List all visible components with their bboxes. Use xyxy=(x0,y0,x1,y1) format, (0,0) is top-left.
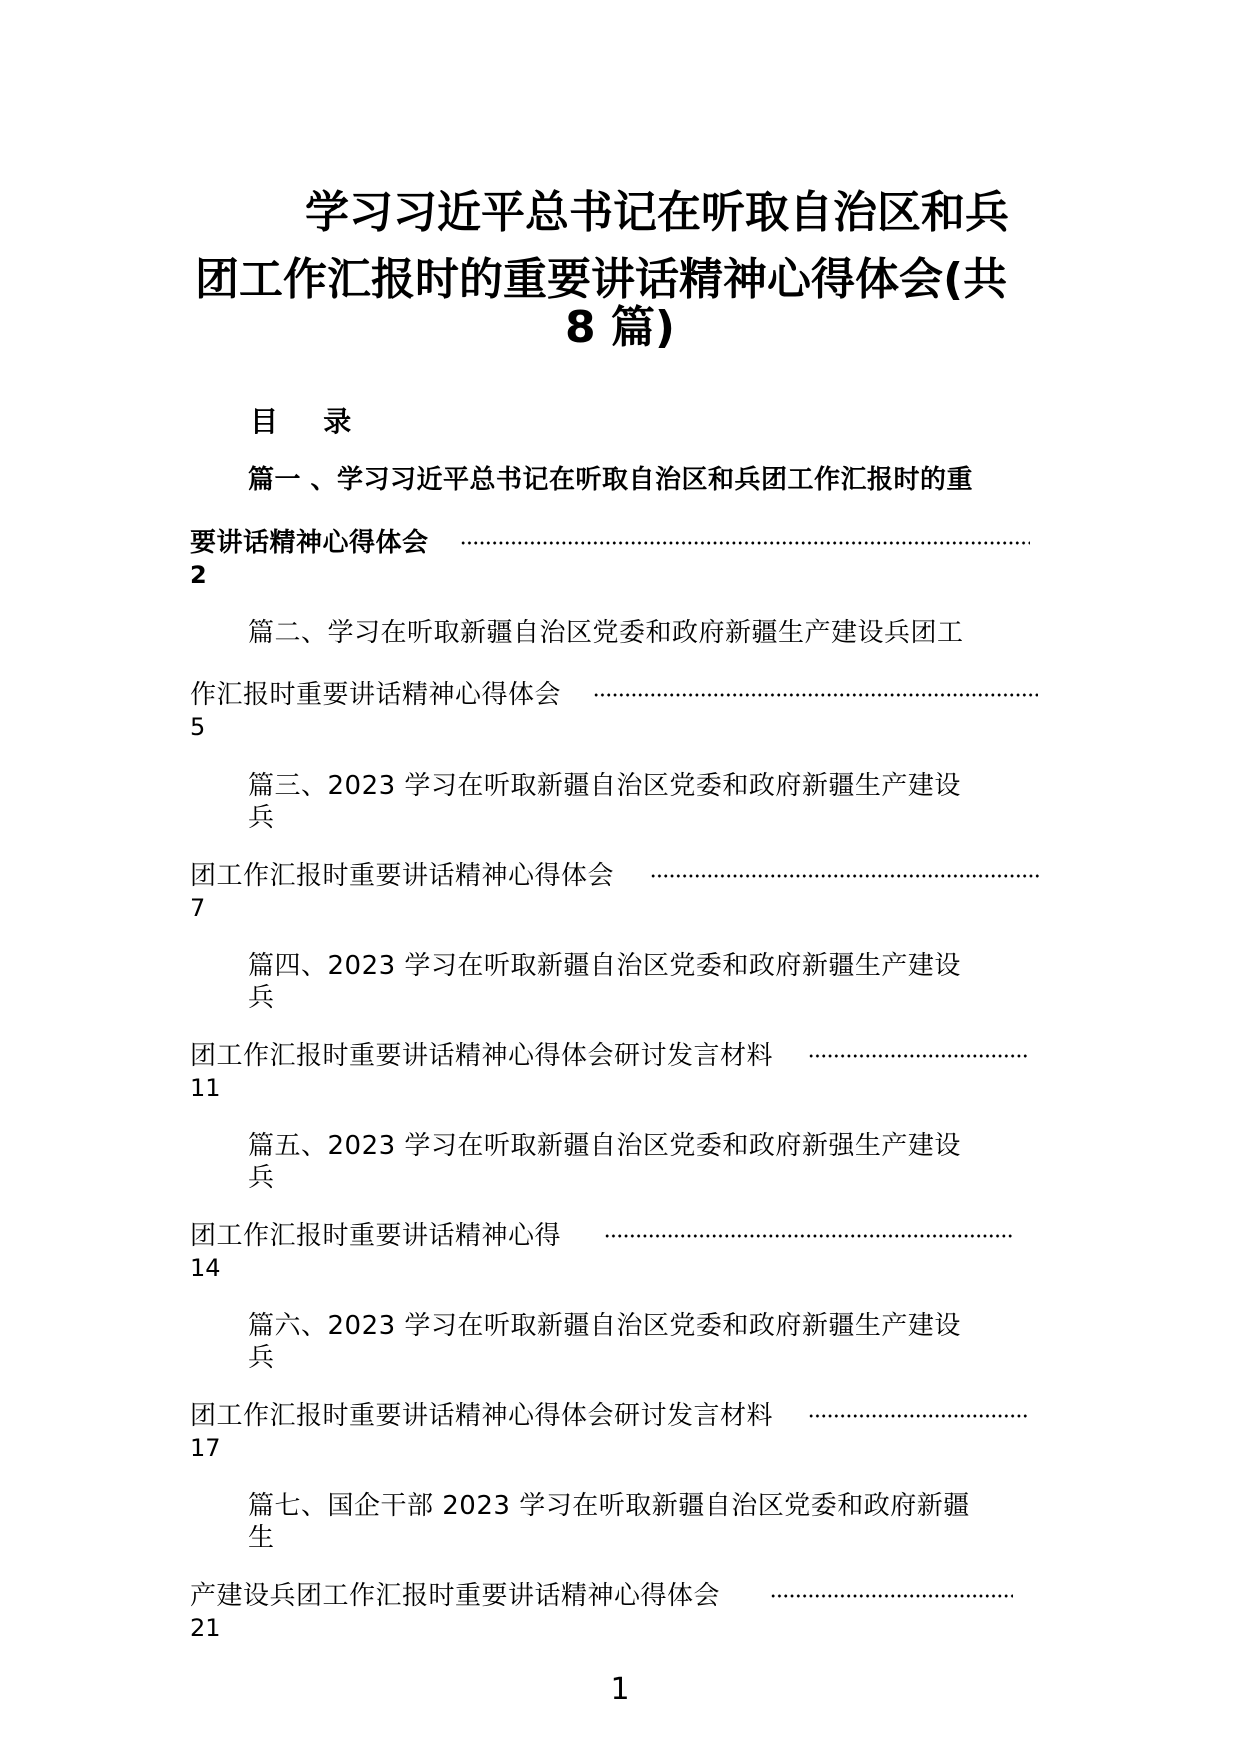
toc-entry-7-leader-dots xyxy=(770,1593,1013,1599)
toc-entry-1-line-2: 要讲话精神心得体会 xyxy=(190,528,429,558)
toc-entry-7-line-1b: 生 xyxy=(248,1523,275,1553)
page-number: 1 xyxy=(610,1672,630,1707)
toc-entry-3-line-2: 团工作汇报时重要讲话精神心得体会 xyxy=(190,861,615,891)
toc-entry-6-line-1: 篇六、2023 学习在听取新疆自治区党委和政府新疆生产建设 xyxy=(248,1311,961,1341)
toc-entry-7-line-2: 产建设兵团工作汇报时重要讲话精神心得体会 xyxy=(190,1581,721,1611)
toc-entry-6-page: 17 xyxy=(190,1434,221,1462)
toc-entry-3-line-1b: 兵 xyxy=(248,803,275,833)
toc-entry-6-line-2: 团工作汇报时重要讲话精神心得体会研讨发言材料 xyxy=(190,1401,774,1431)
toc-entry-3-leader-dots xyxy=(650,873,1040,879)
toc-entry-2-line-2: 作汇报时重要讲话精神心得体会 xyxy=(190,680,562,710)
toc-entry-4-leader-dots xyxy=(808,1053,1028,1059)
document-title-line-3: 8 篇) xyxy=(564,302,676,353)
document-title-line-1: 学习习近平总书记在听取自治区和兵 xyxy=(305,187,1009,238)
toc-entry-2-leader-dots xyxy=(593,692,1038,698)
toc-heading: 目 录 xyxy=(250,405,356,438)
toc-entry-4-line-1: 篇四、2023 学习在听取新疆自治区党委和政府新疆生产建设 xyxy=(248,951,961,981)
toc-entry-1-line-1: 篇一 、学习习近平总书记在听取自治区和兵团工作汇报时的重 xyxy=(248,465,974,495)
toc-entry-5-page: 14 xyxy=(190,1254,221,1282)
toc-entry-5-line-2: 团工作汇报时重要讲话精神心得 xyxy=(190,1221,562,1251)
toc-entry-3-line-1: 篇三、2023 学习在听取新疆自治区党委和政府新疆生产建设 xyxy=(248,771,961,801)
toc-entry-1-page: 2 xyxy=(190,561,207,589)
toc-entry-3-page: 7 xyxy=(190,894,206,922)
toc-entry-5-line-1: 篇五、2023 学习在听取新疆自治区党委和政府新强生产建设 xyxy=(248,1131,961,1161)
toc-entry-6-leader-dots xyxy=(808,1413,1028,1419)
toc-entry-7-page: 21 xyxy=(190,1614,221,1642)
toc-entry-1-leader-dots xyxy=(460,540,1030,546)
toc-entry-4-page: 11 xyxy=(190,1074,221,1102)
toc-entry-7-line-1: 篇七、国企干部 2023 学习在听取新疆自治区党委和政府新疆 xyxy=(248,1491,970,1521)
toc-entry-4-line-1b: 兵 xyxy=(248,983,275,1013)
document-title-line-2: 团工作汇报时的重要讲话精神心得体会(共 xyxy=(195,254,1008,305)
toc-entry-5-leader-dots xyxy=(604,1233,1014,1239)
toc-entry-4-line-2: 团工作汇报时重要讲话精神心得体会研讨发言材料 xyxy=(190,1041,774,1071)
toc-entry-2-line-1: 篇二、学习在听取新疆自治区党委和政府新疆生产建设兵团工 xyxy=(248,618,964,648)
toc-entry-6-line-1b: 兵 xyxy=(248,1343,275,1373)
toc-entry-5-line-1b: 兵 xyxy=(248,1163,275,1193)
toc-entry-2-page: 5 xyxy=(190,713,206,741)
